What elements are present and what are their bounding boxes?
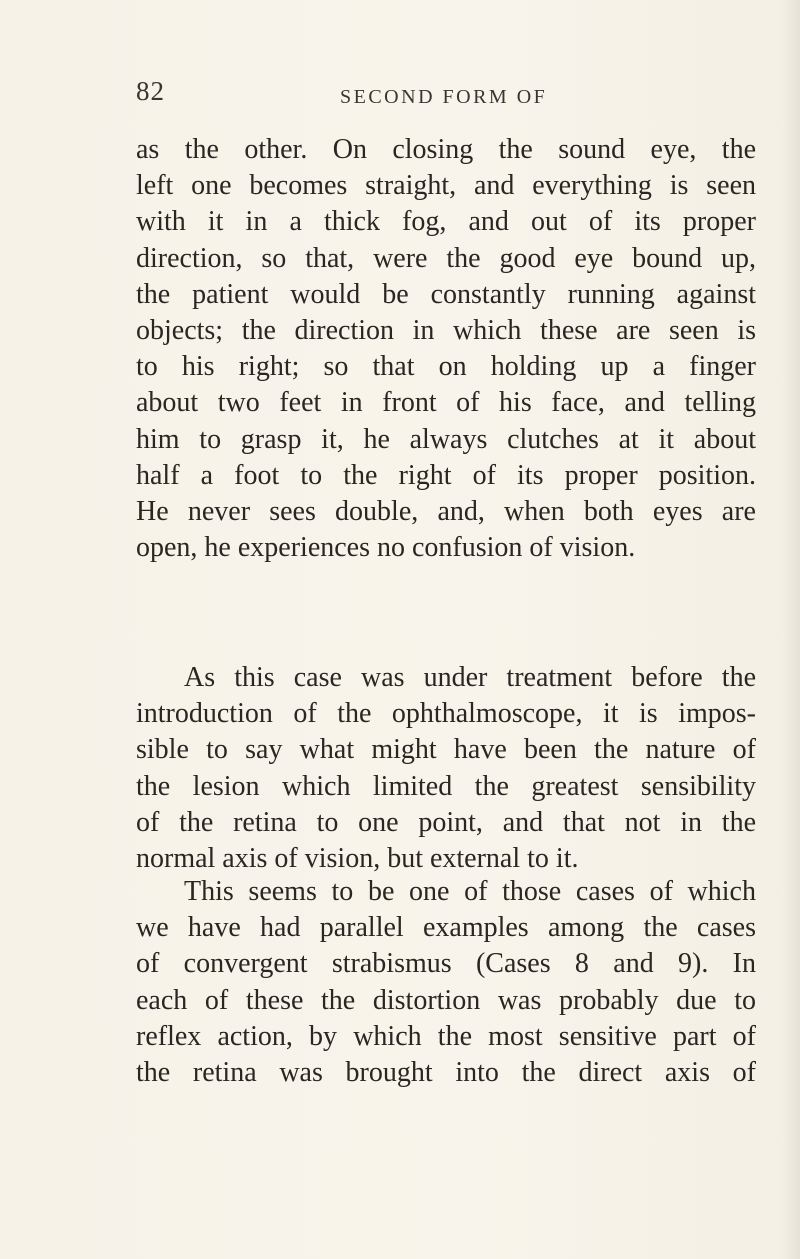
- running-head: SECOND FORM OF: [340, 86, 548, 108]
- text-line: the patient would be constantly running against: [136, 278, 756, 310]
- text-line: He never sees double, and, when both eyes are: [136, 495, 756, 527]
- page-header: [0, 76, 800, 116]
- text-line: to his right; so that on holding up a finger: [136, 351, 756, 383]
- text-line: the lesion which limited the greatest sensibility: [136, 770, 756, 802]
- text-line: left one becomes straight, and everything is seen: [136, 170, 756, 202]
- paragraph-2: [136, 660, 756, 877]
- text-line: As this case was under treatment before the: [184, 662, 756, 693]
- text-line: each of these the distortion was probably due to: [136, 984, 756, 1016]
- text-line: introduction of the ophthalmoscope, it is impos-: [136, 698, 756, 730]
- text-line: of the retina to one point, and that not in the: [136, 806, 756, 838]
- text-line: This seems to be one of those cases of which: [184, 876, 756, 907]
- text-line: of convergent strabismus (Cases 8 and 9). In: [136, 948, 756, 980]
- text-line: half a foot to the right of its proper position.: [136, 459, 756, 491]
- text-line: objects; the direction in which these are seen is: [136, 314, 756, 346]
- text-line: the retina was brought into the direct axis of: [136, 1056, 756, 1088]
- text-line: him to grasp it, he always clutches at it about: [136, 423, 756, 455]
- text-line: with it in a thick fog, and out of its proper: [136, 206, 756, 238]
- text-line: direction, so that, were the good eye bound up,: [136, 242, 756, 274]
- text-line: we have had parallel examples among the cases: [136, 912, 756, 944]
- text-line: sible to say what might have been the nature of: [136, 734, 756, 766]
- paragraph-1: [136, 132, 756, 566]
- text-line: as the other. On closing the sound eye, the: [136, 134, 756, 165]
- page-number: 82: [136, 76, 165, 106]
- text-line: normal axis of vision, but external to it.: [136, 842, 579, 874]
- page-edge-shadow: [782, 0, 800, 1259]
- text-line: about two feet in front of his face, and telling: [136, 387, 756, 419]
- text-line: open, he experiences no confusion of vision.: [136, 532, 636, 564]
- text-line: reflex action, by which the most sensitive part of: [136, 1020, 756, 1052]
- paragraph-3: [136, 874, 756, 1091]
